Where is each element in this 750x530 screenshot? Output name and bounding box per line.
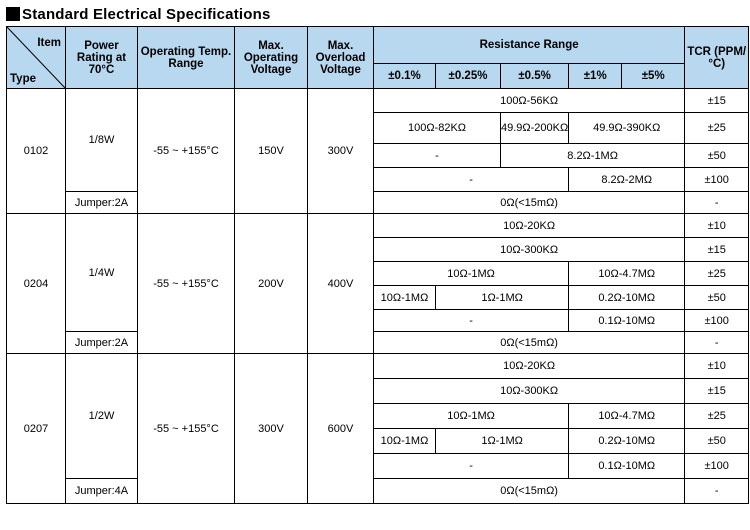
tcr-cell: ±100	[685, 454, 749, 479]
tcr-cell: -	[685, 192, 749, 214]
tcr-cell: ±10	[685, 354, 749, 379]
range-cell: 10Ω-1MΩ	[374, 262, 569, 286]
range-cell: 8.2Ω-2MΩ	[569, 168, 685, 192]
type-cell: 0204	[7, 214, 66, 354]
temp-cell: -55 ~ +155°C	[138, 354, 235, 504]
tcr-header: TCR (PPM/°C)	[685, 27, 749, 89]
range-cell: 10Ω-20KΩ	[374, 214, 685, 238]
power-cell: 1/8W	[66, 89, 138, 192]
tcr-cell: ±15	[685, 238, 749, 262]
jumper-cell: Jumper:2A	[66, 192, 138, 214]
jumper-cell: Jumper:2A	[66, 332, 138, 354]
range-cell: 0.2Ω-10MΩ	[569, 286, 685, 310]
range-cell: 10Ω-300KΩ	[374, 379, 685, 404]
tcr-cell: ±50	[685, 144, 749, 168]
range-cell: 0.2Ω-10MΩ	[569, 429, 685, 454]
item-type-header	[7, 27, 66, 89]
tcr-cell: ±50	[685, 429, 749, 454]
resistance-header: Resistance Range	[374, 27, 685, 64]
tcr-cell: ±15	[685, 89, 749, 113]
range-cell: 0Ω(<15mΩ)	[374, 332, 685, 354]
overload-cell: 400V	[308, 214, 374, 354]
tcr-cell: ±25	[685, 262, 749, 286]
range-cell: 8.2Ω-1MΩ	[501, 144, 685, 168]
type-cell: 0207	[7, 354, 66, 504]
voltage-cell: 200V	[235, 214, 308, 354]
range-cell: 49.9Ω-200KΩ	[501, 113, 569, 144]
item-label: Item	[37, 37, 61, 49]
tcr-cell: -	[685, 479, 749, 504]
power-cell: 1/4W	[66, 214, 138, 332]
range-cell: 10Ω-1MΩ	[374, 429, 436, 454]
type-label: Type	[10, 73, 36, 85]
temp-cell: -55 ~ +155°C	[138, 214, 235, 354]
tolerance-0.5: ±0.5%	[501, 64, 569, 89]
overload-cell: 600V	[308, 354, 374, 504]
tcr-cell: ±50	[685, 286, 749, 310]
range-cell: -	[374, 144, 501, 168]
range-cell: -	[374, 310, 569, 332]
power-header: Power Rating at 70°C	[66, 27, 138, 89]
range-cell: 100Ω-82KΩ	[374, 113, 501, 144]
range-cell: -	[374, 168, 569, 192]
range-cell: 0Ω(<15mΩ)	[374, 192, 685, 214]
jumper-cell: Jumper:4A	[66, 479, 138, 504]
range-cell: 0.1Ω-10MΩ	[569, 454, 685, 479]
range-cell: 10Ω-1MΩ	[374, 286, 436, 310]
tcr-cell: ±100	[685, 168, 749, 192]
tcr-cell: -	[685, 332, 749, 354]
tcr-cell: ±25	[685, 113, 749, 144]
overload-cell: 300V	[308, 89, 374, 214]
type-cell: 0102	[7, 89, 66, 214]
tolerance-0.1: ±0.1%	[374, 64, 436, 89]
range-cell: 10Ω-20KΩ	[374, 354, 685, 379]
tcr-cell: ±15	[685, 379, 749, 404]
range-cell: 10Ω-300KΩ	[374, 238, 685, 262]
tcr-cell: ±100	[685, 310, 749, 332]
temp-header: Operating Temp. Range	[138, 27, 235, 89]
temp-cell: -55 ~ +155°C	[138, 89, 235, 214]
range-cell: 10Ω-1MΩ	[374, 404, 569, 429]
range-cell: 0.1Ω-10MΩ	[569, 310, 685, 332]
range-cell: 100Ω-56KΩ	[374, 89, 685, 113]
range-cell: 1Ω-1MΩ	[436, 429, 569, 454]
range-cell: 1Ω-1MΩ	[436, 286, 569, 310]
spec-table	[6, 26, 749, 504]
range-cell: 10Ω-4.7MΩ	[569, 262, 685, 286]
range-cell: 0Ω(<15mΩ)	[374, 479, 685, 504]
section-title: Standard Electrical Specifications	[22, 5, 271, 23]
square-bullet-icon	[6, 7, 20, 21]
range-cell: 10Ω-4.7MΩ	[569, 404, 685, 429]
section-title-wrap	[6, 4, 271, 24]
tolerance-1: ±1%	[569, 64, 622, 89]
voltage-cell: 150V	[235, 89, 308, 214]
tolerance-0.25: ±0.25%	[436, 64, 501, 89]
tcr-cell: ±25	[685, 404, 749, 429]
power-cell: 1/2W	[66, 354, 138, 479]
overload-header: Max. Overload Voltage	[308, 27, 374, 89]
tolerance-5: ±5%	[622, 64, 685, 89]
range-cell: -	[374, 454, 569, 479]
tcr-cell: ±10	[685, 214, 749, 238]
voltage-cell: 300V	[235, 354, 308, 504]
range-cell: 49.9Ω-390KΩ	[569, 113, 685, 144]
voltage-header: Max. Operating Voltage	[235, 27, 308, 89]
